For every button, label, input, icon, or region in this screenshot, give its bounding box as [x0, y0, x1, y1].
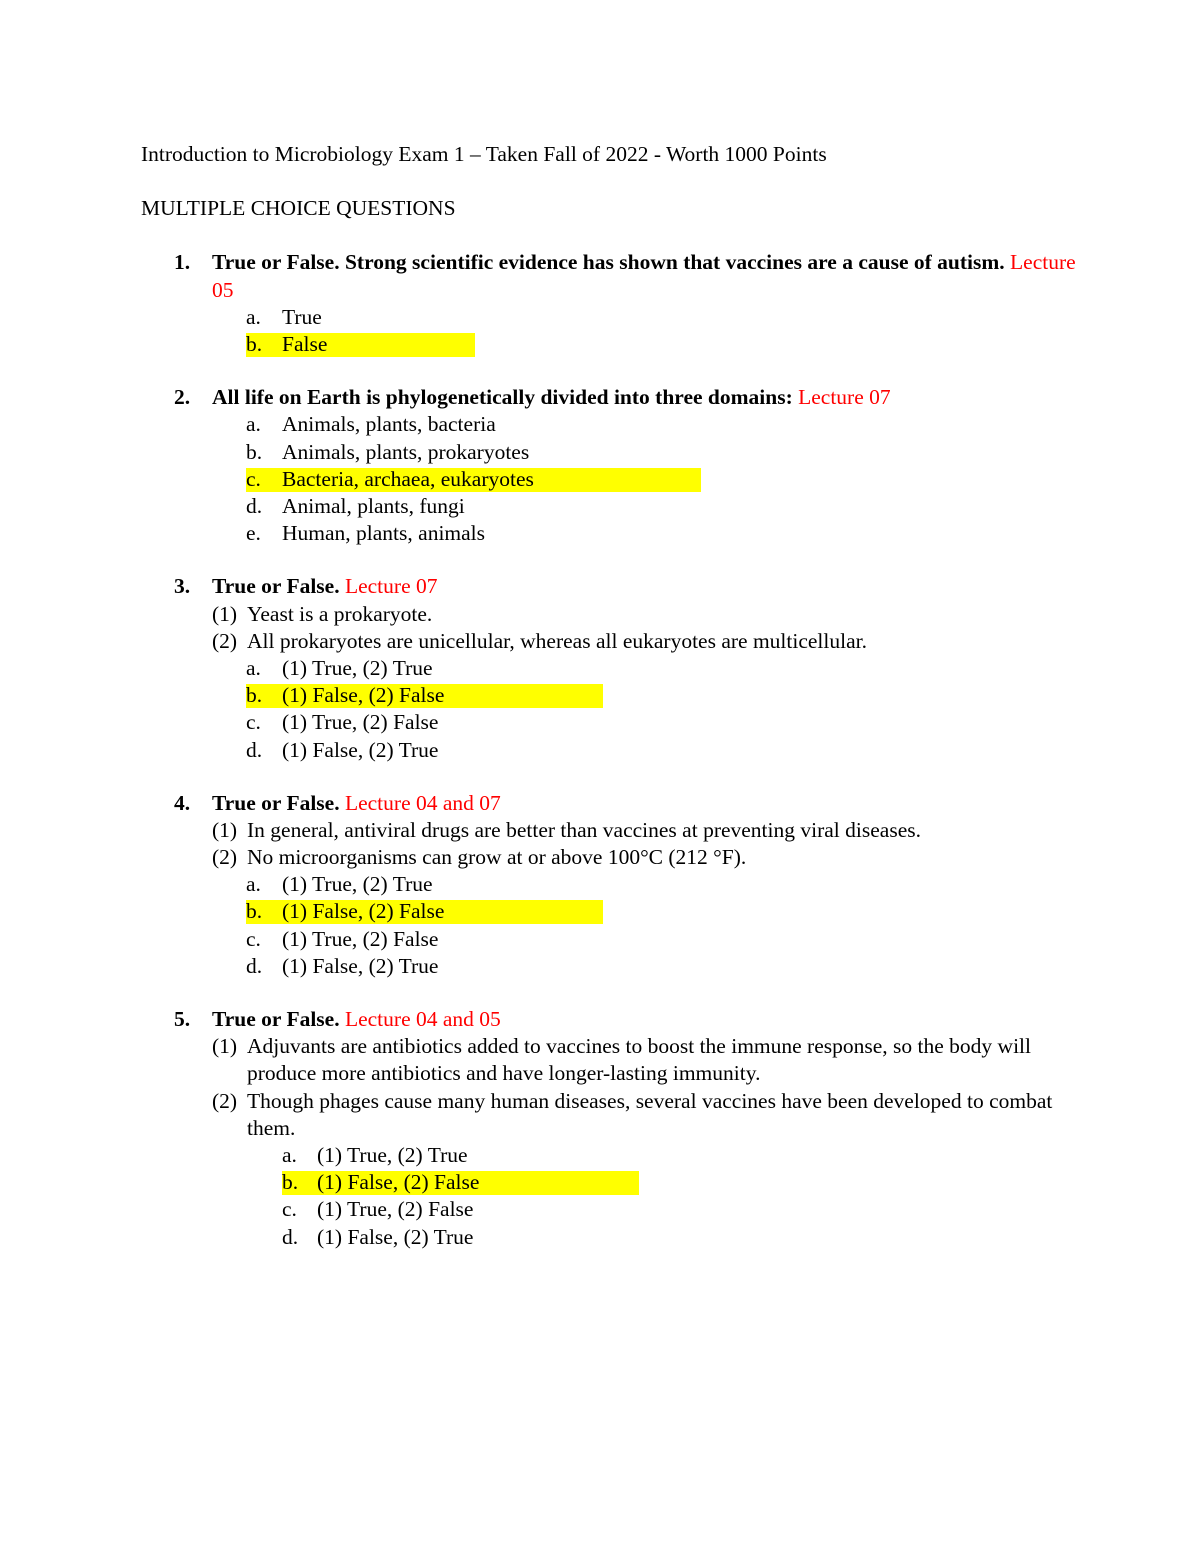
statement-text: Though phages cause many human diseases, several vaccines have been developed to combat them.: [247, 1088, 1053, 1140]
option-letter: c.: [246, 926, 261, 951]
option-letter: a.: [246, 655, 261, 680]
option-d: [141, 1224, 1081, 1251]
option-text: (1) False, (2) False: [282, 899, 445, 924]
option-letter: b.: [246, 899, 263, 924]
option-b-correct: [141, 1169, 1081, 1196]
lecture-reference: Lecture 07: [798, 385, 891, 410]
statement-text: Yeast is a prokaryote.: [247, 601, 433, 626]
answer-options: [141, 304, 1081, 358]
question-prompt: True or False.: [212, 790, 340, 815]
option-text: (1) False, (2) False: [317, 1170, 480, 1195]
lecture-reference: Lecture 07: [344, 574, 438, 599]
option-letter: d.: [246, 493, 263, 518]
statement-number: (1): [212, 817, 238, 842]
question-text: [212, 249, 1081, 303]
option-letter: c.: [246, 710, 261, 735]
option-letter: a.: [282, 1143, 297, 1168]
option-text: Bacteria, archaea, eukaryotes: [282, 466, 534, 491]
option-b-correct: [141, 331, 1081, 358]
statement-number: (2): [212, 628, 238, 653]
option-letter: a.: [246, 872, 261, 897]
option-c: [141, 709, 1081, 736]
option-text: Human, plants, animals: [282, 521, 486, 546]
option-text: (1) True, (2) False: [282, 926, 439, 951]
statement-1: [212, 1033, 1081, 1087]
answer-highlight: [246, 333, 475, 357]
question-number: 4.: [174, 790, 191, 815]
option-letter: d.: [246, 737, 263, 762]
question-1: [141, 249, 1081, 358]
option-letter: e.: [246, 521, 261, 546]
option-text: True: [282, 304, 322, 329]
exam-document: [141, 141, 1081, 1277]
question-text: [212, 384, 1081, 411]
statement-number: (2): [212, 845, 238, 870]
option-text: Animals, plants, prokaryotes: [282, 439, 530, 464]
option-text: (1) True, (2) False: [317, 1197, 474, 1222]
answer-options: [141, 871, 1081, 980]
statement-2: [212, 628, 1081, 655]
option-text: (1) True, (2) True: [282, 872, 433, 897]
option-b-correct: [141, 898, 1081, 925]
question-text: [212, 1006, 1081, 1033]
option-text: (1) True, (2) True: [317, 1143, 468, 1168]
answer-options: [141, 1142, 1081, 1251]
option-a: [141, 304, 1081, 331]
question-2: [141, 384, 1081, 547]
option-text: Animals, plants, bacteria: [282, 412, 496, 437]
answer-options: [141, 411, 1081, 547]
option-d: [141, 737, 1081, 764]
option-text: (1) True, (2) False: [282, 710, 439, 735]
option-b-correct: [141, 682, 1081, 709]
option-letter: b.: [246, 439, 263, 464]
option-text: Animal, plants, fungi: [282, 493, 465, 518]
option-text: False: [282, 332, 328, 356]
statement-text: All prokaryotes are unicellular, whereas all eukaryotes are multicellular.: [247, 628, 867, 653]
question-number: 3.: [174, 574, 191, 599]
option-letter: b.: [246, 683, 263, 708]
option-c-correct: [141, 466, 1081, 493]
question-number: 2.: [174, 385, 191, 410]
statement-number: (1): [212, 1034, 238, 1059]
option-letter: b.: [246, 332, 263, 356]
lecture-reference: Lecture 05: [212, 250, 1076, 302]
option-d: [141, 953, 1081, 980]
option-b: [141, 439, 1081, 466]
question-prompt: True or False.: [212, 574, 340, 599]
option-e: [141, 520, 1081, 547]
question-text: [212, 573, 1081, 600]
option-text: (1) False, (2) True: [317, 1224, 474, 1249]
option-letter: c.: [246, 466, 261, 491]
option-letter: a.: [246, 412, 261, 437]
answer-options: [141, 655, 1081, 764]
option-text: (1) False, (2) False: [282, 683, 445, 708]
question-prompt: All life on Earth is phylogenetically divided into three domains:: [212, 385, 793, 410]
section-heading: MULTIPLE CHOICE QUESTIONS: [141, 196, 456, 221]
option-a: [141, 655, 1081, 682]
question-number: 5.: [174, 1007, 191, 1032]
statement-text: In general, antiviral drugs are better than vaccines at preventing viral diseases.: [247, 817, 921, 842]
question-prompt: True or False.: [212, 1007, 340, 1032]
statement-2: [212, 844, 1081, 871]
question-5: [141, 1006, 1081, 1251]
statement-2: [212, 1088, 1081, 1142]
option-c: [141, 1196, 1081, 1223]
statement-1: [212, 817, 1081, 844]
option-letter: a.: [246, 304, 261, 329]
option-letter: d.: [246, 953, 263, 978]
question-3: [141, 573, 1081, 763]
option-text: (1) False, (2) True: [282, 953, 439, 978]
option-text: (1) False, (2) True: [282, 737, 439, 762]
option-letter: c.: [282, 1197, 297, 1222]
lecture-reference: Lecture 04 and 07: [344, 790, 501, 815]
statement-text: No microorganisms can grow at or above 100°C (212 °F).: [247, 845, 747, 870]
option-d: [141, 493, 1081, 520]
statement-text: Adjuvants are antibiotics added to vaccines to boost the immune response, so the body will produce more antibiotics and have longer-lasting immunity.: [247, 1034, 1031, 1086]
question-number: 1.: [174, 250, 191, 275]
option-letter: d.: [282, 1224, 299, 1249]
lecture-reference: Lecture 04 and 05: [344, 1007, 501, 1032]
option-c: [141, 926, 1081, 953]
statement-number: (2): [212, 1088, 238, 1113]
option-a: [141, 411, 1081, 438]
option-a: [141, 871, 1081, 898]
option-text: (1) True, (2) True: [282, 655, 433, 680]
question-prompt: True or False. Strong scientific evidence has shown that vaccines are a cause of autism.: [212, 250, 1005, 275]
question-text: [212, 790, 1081, 817]
option-a: [141, 1142, 1081, 1169]
question-4: [141, 790, 1081, 980]
option-letter: b.: [282, 1170, 299, 1195]
statement-number: (1): [212, 601, 238, 626]
statement-1: [212, 601, 1081, 628]
document-title: Introduction to Microbiology Exam 1 – Taken Fall of 2022 - Worth 1000 Points: [141, 142, 827, 166]
